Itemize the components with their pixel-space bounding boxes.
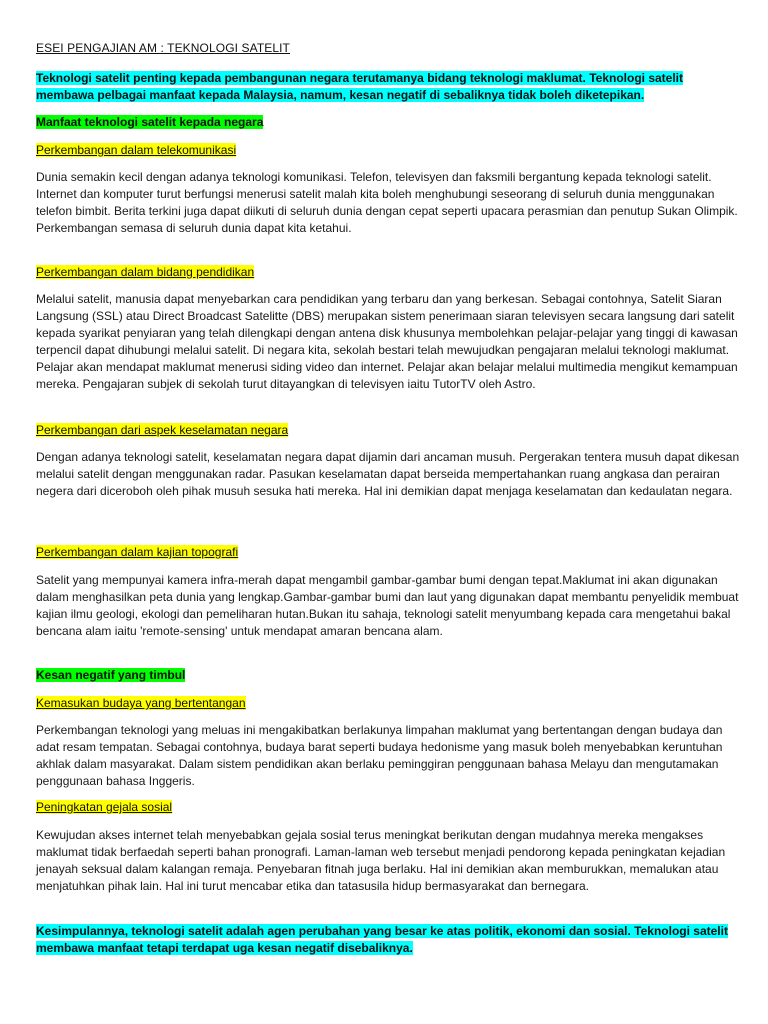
- subheading-telecommunications: Perkembangan dalam telekomunikasi: [36, 143, 237, 157]
- subheading-security: Perkembangan dari aspek keselamatan negara: [36, 423, 289, 437]
- paragraph-topography: Satelit yang mempunyai kamera infra-merah dapat mengambil gambar-gambar bumi dengan tepat.Maklumat ini akan digunakan dalam menghasilkan peta dunia yang lengkap.Gambar-gambar bumi dan laut yang digunakan dapat membantu penyelidik membuat kajian ilmu geologi, ekologi dan pemeliharan hutan.Bukan itu sahaja, teknologi satelit menyumbang kepada cara mengetahui bakal bencana alam iaitu 'remote-sensing' untuk mendapat amaran bencana alam.: [36, 573, 739, 638]
- subheading-topography: Perkembangan dalam kajian topografi: [36, 545, 239, 559]
- subheading-social-issues: Peningkatan gejala sosial: [36, 800, 173, 814]
- paragraph-social-issues: Kewujudan akses internet telah menyebabkan gejala sosial terus meningkat berikutan dengan mudahnya mereka mengakses maklumat tidak berfaedah seperti bahan pronografi. Laman-laman web tersebut menjadi pendorong kepada peningkatan kejadian jenayah seksual dalam kalangan remaja. Penyebaran fitnah juga berlaku. Hal ini demikian akan memburukkan, memalukan atau menjatuhkan pihak lain. Hal ini turut mencabar etika dan tatasusila hidup bermasyarakat dan bernegara.: [36, 828, 726, 893]
- document-title: ESEI PENGAJIAN AM : TEKNOLOGI SATELIT: [36, 41, 290, 55]
- paragraph-culture: Perkembangan teknologi yang meluas ini mengakibatkan berlakunya limpahan maklumat yang bertentangan dengan budaya dan adat resam tempatan. Sebagai contohnya, budaya barat seperti budaya hedonisme yang masuk boleh menyebabkan keruntuhan akhlak dalam masyarakat. Dalam sistem pendidikan akan berlaku peminggiran penggunaan bahasa Melayu dan mengutamakan penggunaan bahasa Inggeris.: [36, 723, 723, 788]
- section-heading-benefits: Manfaat teknologi satelit kepada negara: [36, 115, 264, 129]
- paragraph-education: Melalui satelit, manusia dapat menyebarkan cara pendidikan yang terbaru dan yang berkesan. Sebagai contohnya, Satelit Siaran Langsung (SSL) atau Direct Broadcast Satelitte (DBS) merupakan sistem penerimaan siaran televisyen secara langsung dari satelit kepada syarikat penyiaran yang telah dilengkapi dengan antena disk khusunya membolehkan pelajar-pelajar yang tinggi di kawasan terpencil dapat dihubungi melalui satelit. Di negara kita, sekolah bestari telah mewujudkan pengajaran melalui teknologi maklumat. Pelajar akan mendapat maklumat menerusi siding video dan internet. Pelajar akan belajar melalui multimedia mengikut kemampuan mereka. Pengajaran subjek di sekolah turut ditayangkan di televisyen iaitu TutorTV oleh Astro.: [36, 292, 738, 391]
- section-heading-negative: Kesan negatif yang timbul: [36, 668, 186, 682]
- paragraph-security: Dengan adanya teknologi satelit, keselamatan negara dapat dijamin dari ancaman musuh. Pergerakan tentera musuh dapat dikesan melalui satelit dengan menggunakan radar. Pasukan keselamatan dapat berseida mempertahankan ruang angkasa dan perairan negera dari diceroboh oleh pihak musuh sesuka hati mereka. Hal ini demikian dapat menjaga keselamatan dan kedaulatan negara.: [36, 450, 740, 498]
- intro-paragraph: Teknologi satelit penting kepada pembangunan negara terutamanya bidang teknologi maklumat. Teknologi satelit membawa pelbagai manfaat kepada Malaysia, namum, kesan negatif di sebaliknya tidak boleh diketepikan.: [36, 71, 683, 102]
- subheading-culture: Kemasukan budaya yang bertentangan: [36, 696, 246, 710]
- conclusion-paragraph: Kesimpulannya, teknologi satelit adalah agen perubahan yang besar ke atas politik, ekonomi dan sosial. Teknologi satelit membawa manfaat tetapi terdapat uga kesan negatif disebaliknya.: [36, 924, 728, 955]
- subheading-education: Perkembangan dalam bidang pendidikan: [36, 265, 255, 279]
- paragraph-telecommunications: Dunia semakin kecil dengan adanya teknologi komunikasi. Telefon, televisyen dan faksmili bergantung kepada teknologi satelit. Internet dan komputer turut berfungsi menerusi satelit malah kita boleh menghubungi seseorang di seluruh dunia menggunakan telefon bimbit. Berita terkini juga dapat diikuti di seluruh dunia dengan cepat seperti upacara perasmian dan penutup Sukan Olimpik. Perkembangan semasa di seluruh dunia dapat kita ketahui.: [36, 170, 738, 235]
